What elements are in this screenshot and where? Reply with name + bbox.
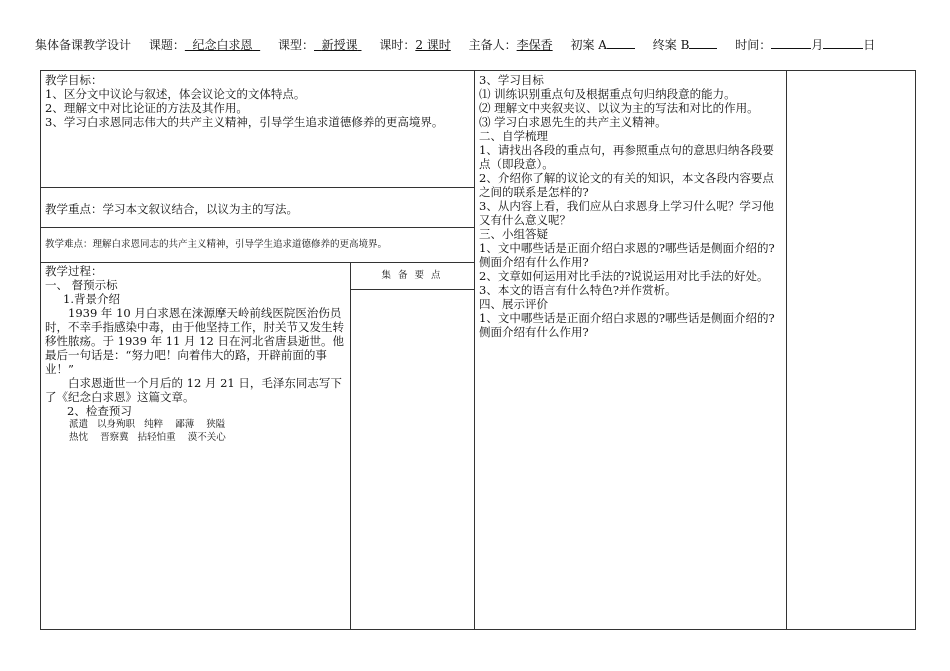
right-line: 四、展示评价 (479, 297, 548, 311)
process-paragraph: 白求恩逝世一个月后的 12 月 21 日，毛泽东同志写下了《纪念白求恩》这篇文章。 (45, 376, 342, 404)
month-blank[interactable] (771, 37, 811, 49)
right-line: ⑵ 理解文中夹叙夹议、以议为主的写法和对比的作用。 (479, 101, 759, 115)
hours-label: 课时： (379, 38, 416, 52)
preparer-label: 主备人： (468, 38, 517, 52)
topic-label: 课题： (148, 38, 185, 52)
process-section: 一、 督预示标 (45, 278, 118, 292)
right-line: 2、介绍你了解的议论文的有关的知识，本文各段内容要点之间的联系是怎样的? (479, 171, 774, 199)
doc-title: 集体备课教学设计 (35, 38, 132, 52)
key-point-cell (45, 202, 465, 216)
vocab-row: 派遣 以身殉职 纯粹 鄙薄 狭隘 (69, 419, 226, 430)
topic-value: 纪念白求恩 (192, 38, 253, 52)
right-line: 1、文中哪些话是正面介绍白求恩的?哪些话是侧面介绍的?侧面介绍有什么作用? (479, 241, 775, 269)
col-divider-process (350, 262, 351, 630)
difficult-point-text: 教学难点：理解白求恩同志的共产主义精神，引导学生追求道德修养的更高境界。 (45, 239, 388, 250)
right-column-cell (479, 73, 783, 339)
process-subheading: 2、检查预习 (67, 404, 132, 418)
vocab-row: 热忱 晋察冀 拈轻怕重 漠不关心 (69, 432, 226, 443)
right-line: 三、小组答疑 (479, 227, 548, 241)
goal-item: 3、学习白求恩同志伟大的共产主义精神，引导学生追求道德修养的更高境界。 (45, 115, 444, 129)
process-paragraph: 1939 年 10 月白求恩在涞源摩天岭前线医院医治伤员时，不幸手指感染中毒，由于他坚持工作，肘关节又发生转移性脓疡。于 1939 年 11 月 12 日在河北省唐县逝世。他最后一句话是：“努力吧！向着伟大的路，开辟前面的事业！” (45, 306, 344, 376)
process-subheading: 1.背景介绍 (63, 292, 120, 306)
collective-notes-header: 集 备 要 点 (381, 270, 443, 281)
goals-cell (45, 73, 465, 129)
right-line: 1、文中哪些话是正面介绍白求恩的?哪些话是侧面介绍的?侧面介绍有什么作用? (479, 311, 775, 339)
goal-item: 2、理解文中对比论证的方法及其作用。 (45, 101, 248, 115)
hours-value: 2 课时 (415, 38, 451, 52)
draft-b-label: 终案 B (652, 38, 690, 52)
row-divider-goals (40, 187, 474, 188)
day-blank[interactable] (823, 37, 863, 49)
draft-a-label: 初案 A (570, 38, 607, 52)
day-label: 日 (863, 38, 876, 52)
right-line: 2、文章如何运用对比手法的?说说运用对比手法的好处。 (479, 269, 769, 283)
right-line: 1、请找出各段的重点句，再参照重点句的意思归纳各段要点（即段意）。 (479, 143, 774, 171)
row-divider-difficult (40, 262, 474, 263)
process-title: 教学过程： (45, 264, 103, 278)
type-value: 新授课 (321, 38, 358, 52)
right-line: 3、从内容上看，我们应从白求恩身上学习什么呢？学习他又有什么意义呢？ (479, 199, 774, 227)
time-label: 时间： (735, 38, 772, 52)
header-line (35, 36, 875, 53)
right-line: 3、本文的语言有什么特色?并作赏析。 (479, 283, 677, 297)
process-cell (45, 264, 345, 444)
month-label: 月 (811, 38, 824, 52)
difficult-point-cell (45, 238, 470, 251)
right-line: 二、自学梳理 (479, 129, 548, 143)
right-line: ⑶ 学习白求恩先生的共产主义精神。 (479, 115, 667, 129)
collective-header-divider (350, 289, 474, 290)
col-divider-1 (474, 70, 475, 630)
type-label: 课型： (277, 38, 314, 52)
right-line: 3、学习目标 (479, 73, 544, 87)
draft-a-blank[interactable] (607, 37, 635, 49)
row-divider-key (40, 227, 474, 228)
empty-notes-column[interactable] (787, 71, 915, 629)
preparer-value: 李保香 (516, 38, 553, 52)
goals-title: 教学目标： (45, 73, 103, 87)
draft-b-blank[interactable] (689, 37, 717, 49)
key-point-text: 教学重点：学习本文叙议结合，以议为主的写法。 (45, 202, 298, 216)
right-line: ⑴ 训练识别重点句及根据重点句归纳段意的能力。 (479, 87, 736, 101)
goal-item: 1、区分文中议论与叙述，体会议论文的文体特点。 (45, 87, 306, 101)
